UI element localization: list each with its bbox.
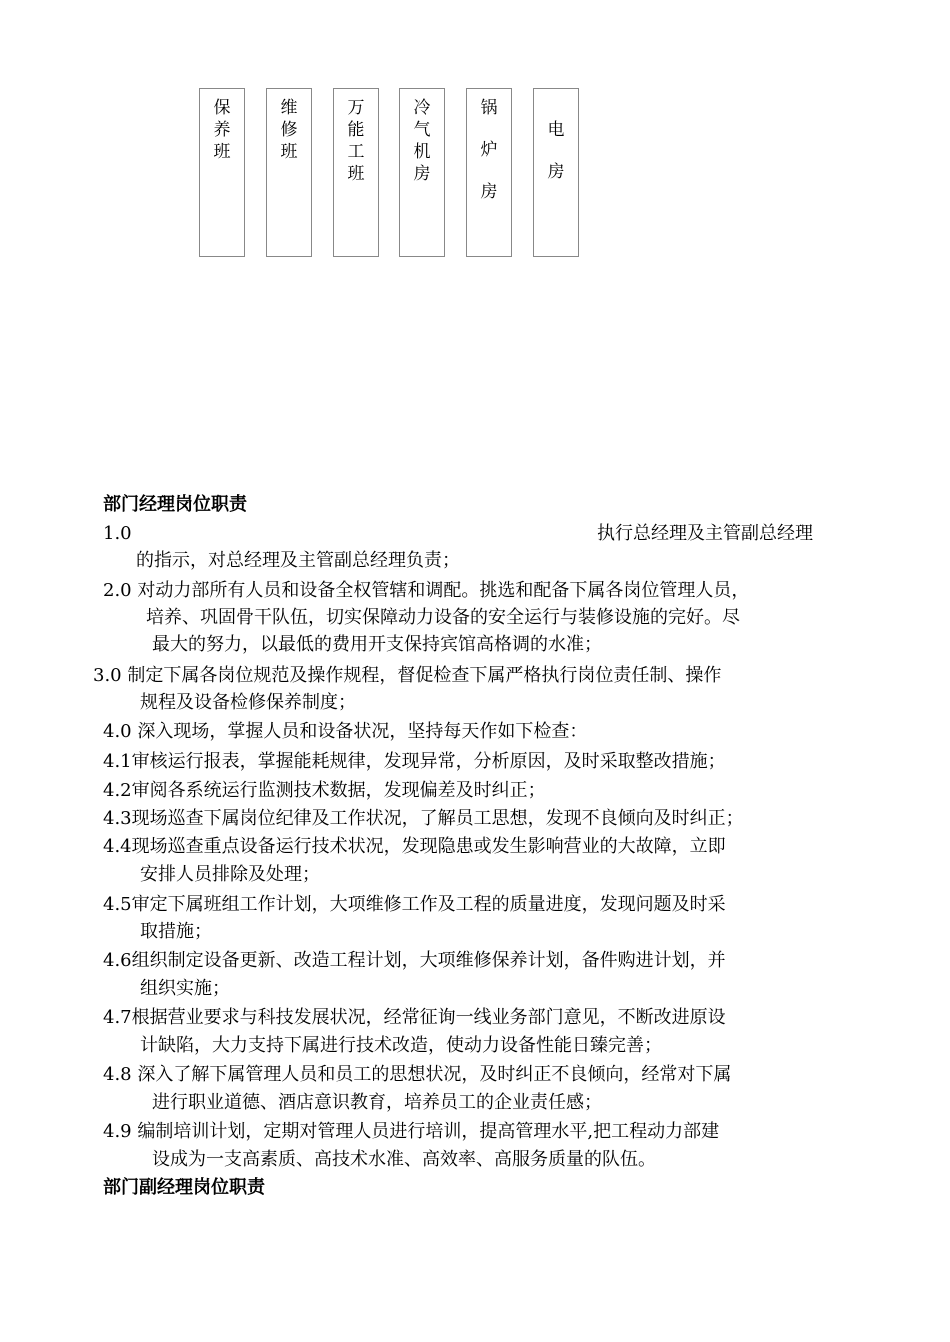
- text-line: 的指示，对总经理及主管副总经理负责；: [136, 550, 460, 571]
- text-line: 进行职业道德、酒店意识教育，培养员工的企业责任感；: [152, 1092, 602, 1113]
- text-line: 最大的努力，以最低的费用开支保持宾馆高格调的水准；: [152, 634, 602, 655]
- org-box-power-room: 电 房: [533, 88, 579, 257]
- text-line: 取措施；: [140, 921, 212, 942]
- section-title-manager-duties: 部门经理岗位职责: [103, 494, 247, 515]
- org-box-general-team: 万 能 工 班: [333, 88, 379, 257]
- text-line: 4.4现场巡查重点设备运行技术状况，发现隐患或发生影响营业的大故障，立即: [103, 836, 726, 857]
- text-line: 4.0 深入现场，掌握人员和设备状况，坚持每天作如下检查：: [103, 721, 588, 742]
- text-line: 培养、巩固骨干队伍，切实保障动力设备的安全运行与装修设施的完好。尽: [146, 607, 740, 628]
- text-line: 设成为一支高素质、高技术水准、高效率、高服务质量的队伍。: [152, 1149, 656, 1170]
- text-line: 计缺陷，大力支持下属进行技术改造，使动力设备性能日臻完善；: [140, 1035, 662, 1056]
- text-line: 4.1审核运行报表，掌握能耗规律，发现异常，分析原因，及时采取整改措施；: [103, 751, 726, 772]
- text-line: 执行总经理及主管副总经理: [597, 523, 813, 544]
- text-line: 4.7根据营业要求与科技发展状况，经常征询一线业务部门意见，不断改进原设: [103, 1007, 726, 1028]
- text-line: 2.0 对动力部所有人员和设备全权管辖和调配。挑选和配备下属各岗位管理人员，: [103, 580, 750, 601]
- org-box-maintenance-team: 保 养 班: [199, 88, 245, 257]
- org-box-repair-team: 维 修 班: [266, 88, 312, 257]
- text-line: 4.8 深入了解下属管理人员和员工的思想状况，及时纠正不良倾向，经常对下属: [103, 1064, 732, 1085]
- org-box-boiler-room: 锅 炉 房: [466, 88, 512, 257]
- text-line: 组织实施；: [140, 978, 230, 999]
- org-box-chiller-room: 冷 气 机 房: [399, 88, 445, 257]
- text-line: 规程及设备检修保养制度；: [140, 692, 356, 713]
- text-line: 3.0 制定下属各岗位规范及操作规程，督促检查下属严格执行岗位责任制、操作: [93, 665, 722, 686]
- text-line: 4.6组织制定设备更新、改造工程计划，大项维修保养计划，备件购进计划，并: [103, 950, 726, 971]
- text-line: 4.2审阅各系统运行监测技术数据，发现偏差及时纠正；: [103, 780, 546, 801]
- text-line: 4.3现场巡查下属岗位纪律及工作状况，了解员工思想，发现不良倾向及时纠正；: [103, 808, 744, 829]
- text-line: 1.0: [103, 523, 132, 544]
- text-line: 4.9 编制培训计划，定期对管理人员进行培训，提高管理水平,把工程动力部建: [103, 1121, 720, 1142]
- text-line: 安排人员排除及处理；: [140, 864, 320, 885]
- section-title-deputy-manager-duties: 部门副经理岗位职责: [103, 1177, 265, 1198]
- text-line: 4.5审定下属班组工作计划，大项维修工作及工程的质量进度，发现问题及时采: [103, 894, 726, 915]
